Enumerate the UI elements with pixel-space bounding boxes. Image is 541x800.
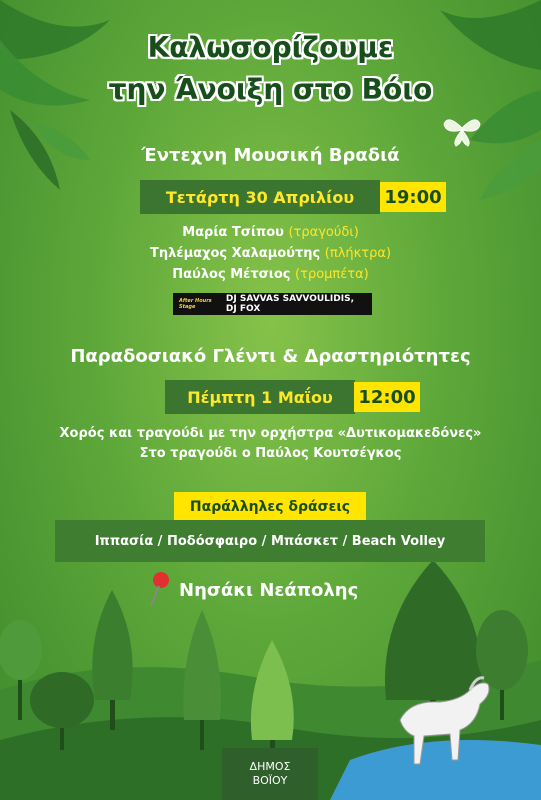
page-title-line2: την Άνοιξη στο Βόιο [108, 73, 433, 106]
logo-line1: ΔΗΜΟΣ [249, 760, 291, 773]
activities-list: Ιππασία / Ποδόσφαιρο / Μπάσκετ / Beach Volley [55, 520, 485, 562]
performer-role: (τραγούδι) [288, 225, 359, 240]
event2-time: 12:00 [354, 382, 420, 412]
municipality-logo [222, 748, 318, 800]
performer-name: Παύλος Μέτσιος [172, 267, 291, 282]
performer-name: Τηλέμαχος Χαλαμούτης [149, 246, 321, 261]
dj-names: DJ SAVVAS SAVVOULIDIS, DJ FOX [225, 294, 354, 314]
performer-row [0, 246, 541, 261]
logo-line2: ΒΟΪΟΥ [252, 774, 288, 787]
location [145, 570, 358, 610]
dj-badge [173, 293, 372, 315]
location-name: Νησάκι Νεάπολης [179, 579, 359, 601]
performer-row [0, 225, 541, 240]
butterfly-icon [444, 120, 480, 146]
event1-time: 19:00 [380, 182, 446, 212]
performer-name: Μαρία Τσίπου [182, 225, 284, 240]
performer-role: (τρομπέτα) [295, 267, 369, 282]
map-pin-icon [145, 570, 171, 610]
event2-line1: Χορός και τραγούδι με την ορχήστρα «Δυτικομακεδόνες» [59, 426, 482, 441]
dj-stage-label: After Hours Stage [179, 298, 212, 310]
event1-heading: Έντεχνη Μουσική Βραδιά [141, 145, 400, 166]
performer-role: (πλήκτρα) [324, 246, 392, 261]
performer-row [0, 267, 541, 282]
event2-date: Πέμπτη 1 Μαΐου [165, 380, 355, 414]
parallel-activities-label: Παράλληλες δράσεις [174, 492, 366, 522]
page-title-line1: Καλωσορίζουμε [147, 31, 394, 64]
event2-line2: Στο τραγούδι ο Παύλος Κουτσέγκος [139, 446, 402, 461]
event1-date: Τετάρτη 30 Απριλίου [140, 180, 380, 214]
event2-heading: Παραδοσιακό Γλέντι & Δραστηριότητες [70, 346, 471, 367]
